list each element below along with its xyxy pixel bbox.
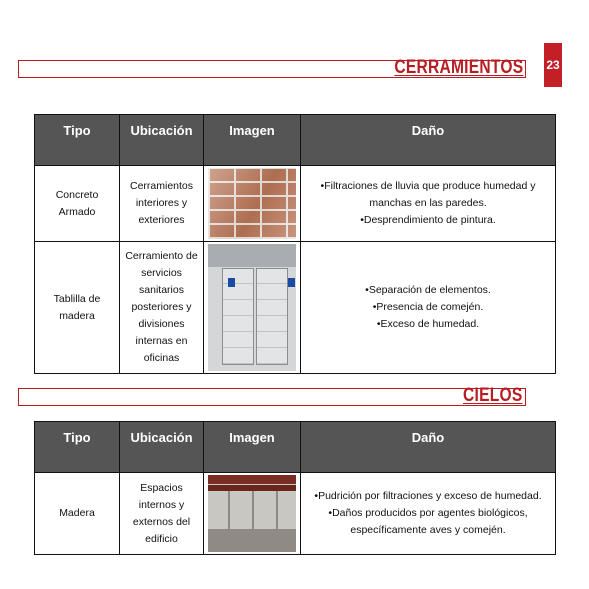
cell-dano xyxy=(301,166,556,242)
header-imagen: Imagen xyxy=(204,115,301,166)
header-tipo: Tipo xyxy=(35,115,120,166)
brick-wall-photo xyxy=(208,168,296,239)
cell-dano xyxy=(301,473,556,555)
cell-dano xyxy=(301,242,556,374)
table-row xyxy=(35,166,556,242)
cell-imagen xyxy=(204,166,301,242)
header-tipo: Tipo xyxy=(35,422,120,473)
cell-tipo: Tablilla de madera xyxy=(35,242,120,374)
cielos-table xyxy=(34,421,556,555)
section-title: CERRAMIENTOS xyxy=(393,57,523,78)
dano-item: •Exceso de humedad. xyxy=(376,318,480,330)
dano-item: •Daños producidos por agentes biológicos, específicamente aves y comején. xyxy=(328,507,528,536)
dano-item: •Presencia de comején. xyxy=(372,301,484,313)
header-ubicacion: Ubicación xyxy=(120,422,204,473)
header-ubicacion: Ubicación xyxy=(120,115,204,166)
cell-tipo: Concreto Armado xyxy=(35,166,120,242)
dano-item: •Filtraciones de lluvia que produce humedad y manchas en las paredes. xyxy=(320,180,536,209)
page-number: 23 xyxy=(544,43,562,87)
dano-item: •Pudrición por filtraciones y exceso de humedad. xyxy=(314,490,542,502)
header-imagen: Imagen xyxy=(204,422,301,473)
cell-ubicacion: Cerramiento de servicios sanitarios posteriores y divisiones internas en oficinas xyxy=(120,242,204,374)
cell-imagen xyxy=(204,473,301,555)
toilet-doors-photo xyxy=(208,244,296,371)
section-bar-cerramientos xyxy=(18,57,526,78)
cell-tipo: Madera xyxy=(35,473,120,555)
table-row xyxy=(35,473,556,555)
header-dano: Daño xyxy=(301,422,556,473)
section-title: CIELOS xyxy=(463,385,523,406)
cerramientos-table xyxy=(34,114,556,374)
cell-ubicacion: Cerramientos interiores y exteriores xyxy=(120,166,204,242)
dano-item: •Desprendimiento de pintura. xyxy=(360,214,496,226)
cell-ubicacion: Espacios internos y externos del edificio xyxy=(120,473,204,555)
header-dano: Daño xyxy=(301,115,556,166)
wood-ceiling-photo xyxy=(208,475,296,552)
table-header-row xyxy=(35,115,556,166)
dano-item: •Separación de elementos. xyxy=(365,284,491,296)
table-header-row xyxy=(35,422,556,473)
section-bar-cielos xyxy=(18,385,526,406)
table-row xyxy=(35,242,556,374)
cell-imagen xyxy=(204,242,301,374)
